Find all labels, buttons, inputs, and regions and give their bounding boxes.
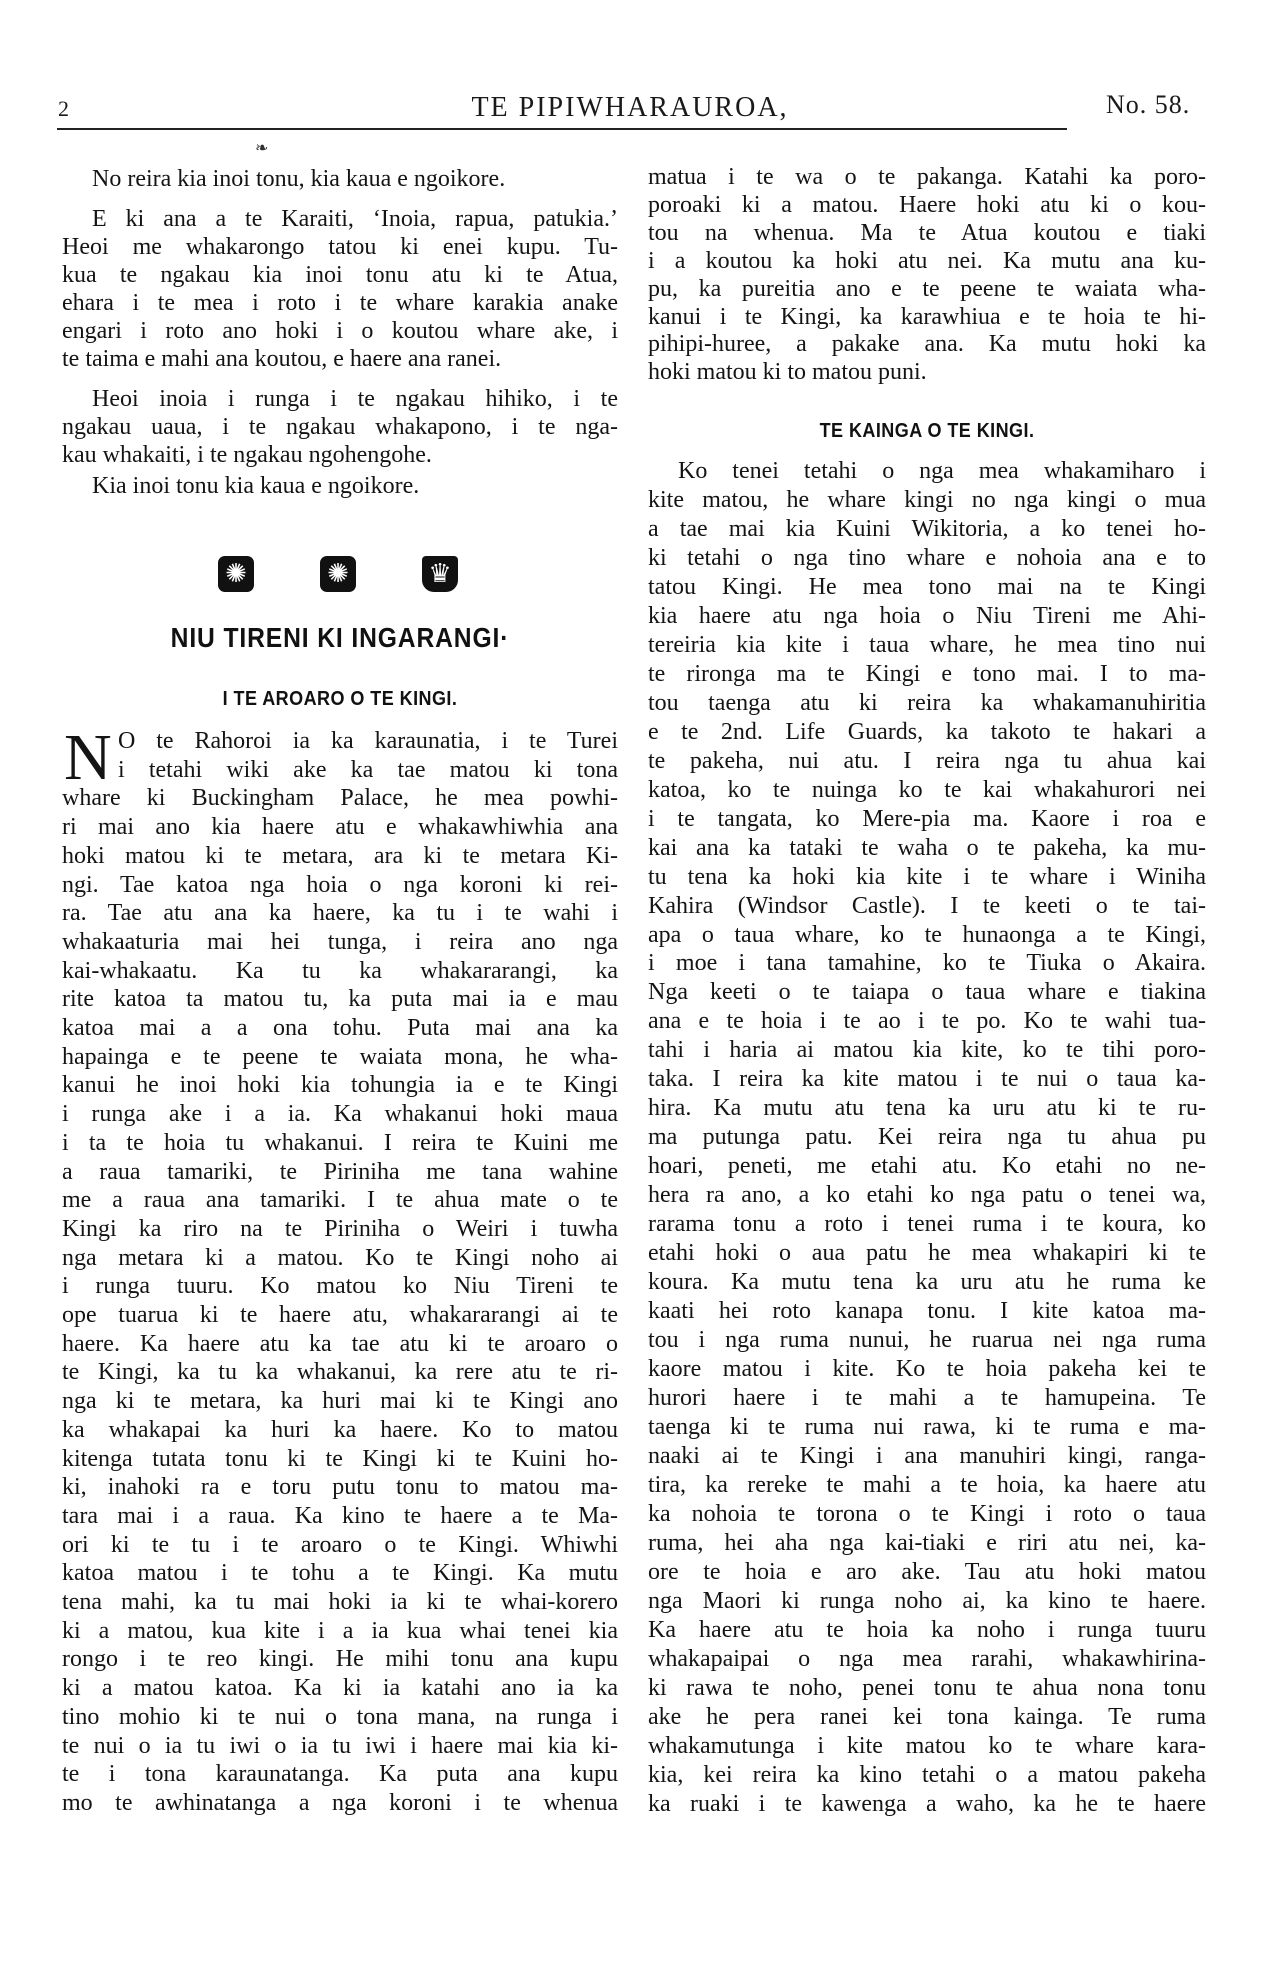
article-line: tena mahi, ka tu mai hoki ia ki te whai-korero — [62, 1589, 618, 1615]
article-line: kai-whakaatu. Ka tu ka whakararangi, ka — [62, 957, 618, 984]
paragraph-line: te taima e mahi ana koutou, e haere ana ranei. — [62, 346, 502, 372]
section-line: tatou Kingi. He mea tono mai na te Kingi — [648, 573, 1206, 600]
paragraph-line: kua te ngakau kia inoi tonu atu ki te Atua, — [62, 262, 618, 288]
article-line: ra. Tae atu ana ka haere, ka tu i te wahi i — [62, 900, 618, 927]
paragraph-line: Heoi inoia i runga i te ngakau hihiko, i te — [92, 386, 618, 412]
article-line: i tetahi wiki ake ka tae matou ki tona — [118, 756, 618, 783]
section-line: i moe i tana tamahine, ko te Tiuka o Akaira. — [648, 950, 1206, 977]
section-line: Kahira (Windsor Castle). I te keeti o te tai- — [648, 892, 1206, 919]
article-line: kanui he inoi hoki kia tohungia ia e te Kingi — [62, 1072, 618, 1099]
section-line: te pakeha, nui atu. I reira nga tu ahua kai — [648, 747, 1206, 774]
ornament-crown-icon: ♛ — [422, 556, 458, 592]
section-line: nga Maori ki runga noho ai, ka kino te haere. — [648, 1587, 1206, 1614]
section-line: hira. Ka mutu atu tena ka uru atu ki te ru- — [648, 1095, 1206, 1122]
section-line: ka nohoia te torona o te Kingi i roto o taua — [648, 1500, 1206, 1527]
article-line: a raua tamariki, te Piriniha me tana wahine — [62, 1158, 618, 1185]
section-line: ruma, hei aha nga kai-tiaki e riri atu nei, ka- — [648, 1529, 1206, 1556]
article-line: ngi. Tae katoa nga hoia o nga koroni ki rei- — [62, 871, 618, 898]
article-line: tino mohio ki te nui o tona mana, na runga i — [62, 1703, 618, 1730]
article-line: me a raua ana tamariki. I te ahua mate o te — [62, 1187, 618, 1214]
ornament-swirl-icon: ✺ — [320, 556, 356, 592]
paragraph-line: engari i roto ano hoki i o koutou whare ake, i — [62, 318, 618, 344]
section-line: tou taenga atu ki reira ka whakamanuhiritia — [648, 689, 1206, 716]
paragraph-line: Heoi me whakarongo tatou ki enei kupu. Tu- — [62, 234, 618, 260]
section-line: kaore matou i kite. Ko te hoia pakeha kei te — [648, 1356, 1206, 1383]
section-line: i te tangata, ko Mere-pia ma. Kaore i roa e — [648, 805, 1206, 832]
section-line: ake he pera ranei kei tona kainga. Te ruma — [648, 1703, 1206, 1730]
article-line: nga metara ki a matou. Ko te Kingi noho ai — [62, 1244, 618, 1271]
section-line: tu tena ka hoki kia kite i te whare i Winiha — [648, 863, 1206, 890]
article-line: ope tuarua ki te haere atu, whakararangi ai te — [62, 1302, 618, 1328]
article-line: matua i te wa o te pakanga. Katahi ka poro- — [648, 164, 1206, 190]
article-line: haere. Ka haere atu ka tae atu ki te aroaro o — [62, 1330, 618, 1357]
article-line: tou na whenua. Ma te Atua koutou e tiaki — [648, 219, 1206, 246]
flourish-icon: ❧ — [255, 140, 269, 157]
article-line: i runga tuuru. Ko matou ko Niu Tireni te — [62, 1273, 618, 1300]
section-line: tira, ka rereke te mahi a te hoia, ka haere atu — [648, 1471, 1206, 1498]
paragraph-line: ehara i te mea i roto i te whare karakia anake — [62, 290, 618, 316]
section-line: Nga keeti o te taiapa o taua whare e tiakina — [648, 979, 1206, 1006]
article-line: rite katoa ta matou tu, ka puta mai ia e mau — [62, 986, 618, 1013]
article-line: kitenga tutata tonu ki te Kingi ki te Kuini ho- — [62, 1445, 618, 1472]
section-line: a tae mai kia Kuini Wikitoria, a ko tenei ho- — [648, 515, 1206, 542]
article-line: mo te awhinatanga a nga koroni i te whenua — [62, 1789, 618, 1816]
article-line: te i tona karaunatanga. Ka puta ana kupu — [62, 1761, 618, 1788]
section-line: hoari, peneti, me etahi atu. Ko etahi no ne- — [648, 1153, 1206, 1180]
paragraph-line: ngakau uaua, i te ngakau whakapono, i te nga- — [62, 414, 618, 440]
article-line: ka whakapai ka huri ka haere. Ko to matou — [62, 1416, 618, 1443]
article-line: whare ki Buckingham Palace, he mea powhi- — [62, 785, 618, 812]
article-subtitle: I TE AROARO O TE KINGI. — [222, 688, 458, 710]
section-line: kia, kei reira ka kino tetahi o a matou pakeha — [648, 1761, 1206, 1788]
section-line: etahi hoki o aua patu he mea whakapiri ki te — [648, 1240, 1206, 1267]
section-line: ore te hoia e aro ake. Tau atu hoki matou — [648, 1558, 1206, 1585]
paragraph-line: No reira kia inoi tonu, kia kaua e ngoikore. — [92, 166, 506, 192]
article-line: te Kingi, ka tu ka whakanui, ka rere atu te ri- — [62, 1359, 618, 1386]
section-line: taka. I reira ka kite matou i te nui o taua ka- — [648, 1066, 1206, 1093]
article-line: i a koutou ka hoki atu nei. Ka mutu ana ku- — [648, 247, 1206, 274]
ornament-swirl-icon: ✺ — [218, 556, 254, 592]
section-line: tereiria kia kite i taua whare, he mea tino nui — [648, 631, 1206, 658]
issue-number: No. 58. — [1106, 90, 1191, 119]
page-number: 2 — [58, 96, 70, 121]
article-line: ki a matou katoa. Ka ki ia katahi ano ia ka — [62, 1675, 618, 1702]
article-line: ri mai ano kia haere atu e whakawhiwhia ana — [62, 814, 618, 841]
section-title: TE KAINGA O TE KINGI. — [819, 420, 1035, 442]
article-line: katoa matou i te tohu a te Kingi. Ka mutu — [62, 1560, 618, 1587]
section-line: koura. Ka mutu tena ka uru atu he ruma ke — [648, 1269, 1206, 1296]
section-line: ana e te hoia i te ao i te po. Ko te wahi tua- — [648, 1008, 1206, 1035]
section-line: tahi i haria ai matou kia kite, ko te tihi poro- — [648, 1037, 1206, 1064]
article-line: rongo i te reo kingi. He mihi tonu ana kupu — [62, 1646, 618, 1673]
paragraph-line: kau whakaiti, i te ngakau ngohengohe. — [62, 442, 432, 468]
article-line: Kingi ka riro na te Piriniha o Weiri i tuwha — [62, 1215, 618, 1242]
article-line: whakaaturia mai hei tunga, i reira ano nga — [62, 928, 618, 955]
section-line: apa o taua whare, ko te hunaonga a te Kingi, — [648, 921, 1206, 948]
article-line: i runga ake i a ia. Ka whakanui hoki maua — [62, 1101, 618, 1128]
drop-cap: N — [64, 721, 112, 794]
section-line: rarama tonu a roto i tenei ruma i te koura, ko — [648, 1211, 1206, 1238]
section-line: ki tetahi o nga tino whare e nohoia ana e to — [648, 544, 1206, 571]
section-line: Ka haere atu te hoia ka noho i runga tuuru — [648, 1616, 1206, 1643]
section-line: katoa, ko te nuinga ko te kai whakahurori nei — [648, 776, 1206, 803]
article-line: kanui i te Kingi, ka karawhiua e te hoia te hi- — [648, 303, 1206, 330]
section-line: te rironga ma te Kingi e tono mai. I to ma- — [648, 660, 1206, 687]
article-line: O te Rahoroi ia ka karaunatia, i te Turei — [118, 728, 618, 754]
section-line: ka ruaki i te kawenga a waho, ka he te haere — [648, 1790, 1206, 1817]
paragraph-line: Kia inoi tonu kia kaua e ngoikore. — [92, 473, 420, 499]
section-line: kaati hei roto kanapa tonu. I kite katoa ma- — [648, 1298, 1206, 1325]
article-line: i ta te hoia tu whakanui. I reira te Kuini me — [62, 1129, 618, 1156]
section-line: e te 2nd. Life Guards, ka takoto te hakari a — [648, 718, 1206, 745]
article-title: NIU TIRENI KI INGARANGI· — [170, 622, 510, 653]
section-line: Ko tenei tetahi o nga mea whakamiharo i — [678, 458, 1206, 484]
article-line: katoa mai a a ona tohu. Puta mai ana ka — [62, 1015, 618, 1041]
section-line: ma putunga patu. Kei reira nga tu ahua pu — [648, 1124, 1206, 1151]
section-line: kite matou, he whare kingi no nga kingi o mua — [648, 486, 1206, 513]
section-line: taenga ki te ruma nui rawa, ki te ruma e ma- — [648, 1414, 1206, 1440]
section-line: ki rawa te noho, penei tonu te ahua nona tonu — [648, 1674, 1206, 1701]
article-line: nga ki te metara, ka huri mai ki te Kingi ano — [62, 1388, 618, 1415]
article-line: hapainga e te peene te waiata mona, he wha- — [62, 1043, 618, 1070]
article-line: te nui o ia tu iwi o ia tu iwi i haere mai kia ki- — [62, 1732, 618, 1759]
section-line: kia haere atu nga hoia o Niu Tireni me Ahi- — [648, 602, 1206, 629]
article-line: ki a matou, kua kite i a ia kua whai tenei kia — [62, 1617, 618, 1644]
article-line: pihipi-huree, a pakake ana. Ka mutu hoki ka — [648, 331, 1206, 358]
section-line: whakapaipai o nga mea rarahi, whakawhirina- — [648, 1645, 1206, 1672]
article-line: pu, ka pureitia ano e te peene te waiata wha- — [648, 275, 1206, 302]
section-line: whakamutunga i kite matou ko te whare kara- — [648, 1732, 1206, 1759]
article-line: hoki matou ki to matou puni. — [648, 359, 927, 386]
header-rule — [57, 128, 1067, 130]
section-line: hurori haere i te mahi a te hamupeina. Te — [648, 1385, 1206, 1412]
newspaper-title: TE PIPIWHARAUROA, — [471, 92, 789, 123]
section-line: hera ra ano, a ko etahi ko nga patu o tenei wa, — [648, 1182, 1206, 1209]
section-line: naaki ai te Kingi i ana manuhiri kingi, ranga- — [648, 1442, 1206, 1469]
article-line: poroaki ki a matou. Haere hoki atu ki o kou- — [648, 191, 1206, 218]
section-line: kai ana ka tataki te waha o te pakeha, ka mu- — [648, 834, 1206, 861]
section-line: tou i nga ruma nunui, he ruarua nei nga ruma — [648, 1327, 1206, 1354]
article-line: tara mai i a raua. Ka kino te haere a te Ma- — [62, 1502, 618, 1529]
article-line: hoki matou ki te metara, ara ki te metara Ki- — [62, 842, 618, 869]
paragraph-line: E ki ana a te Karaiti, ‘Inoia, rapua, patukia.’ — [92, 206, 618, 232]
article-line: ori ki te tu i te aroaro o te Kingi. Whiwhi — [62, 1531, 618, 1558]
article-line: ki, inahoki ra e toru putu tonu to matou ma- — [62, 1474, 618, 1501]
